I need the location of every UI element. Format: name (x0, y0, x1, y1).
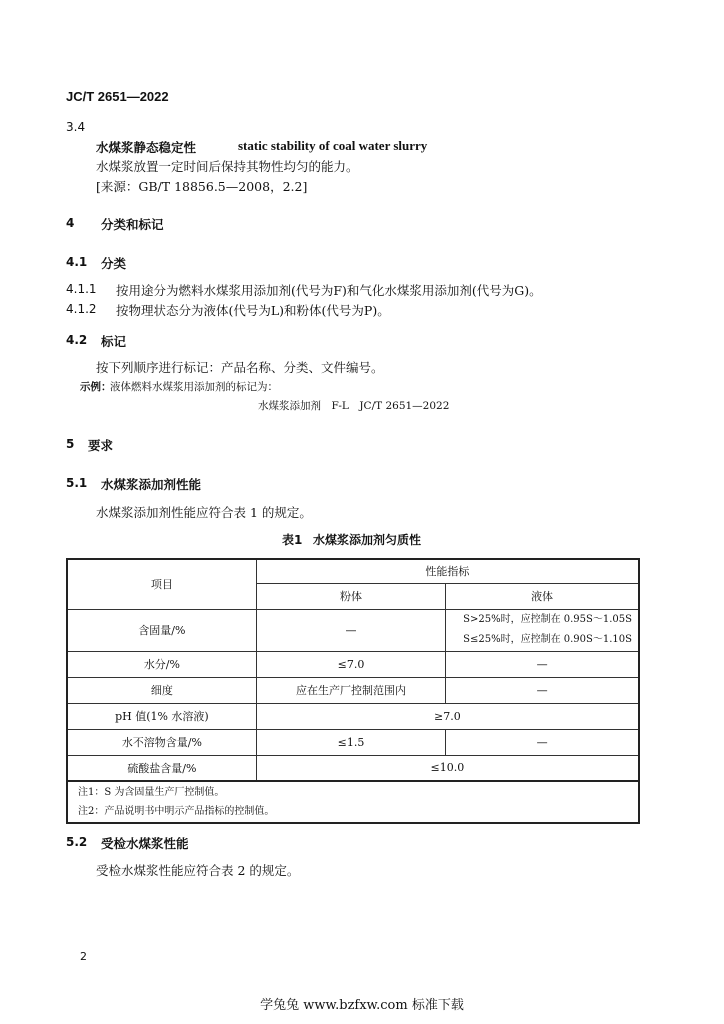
table-row (67, 729, 639, 755)
standard-code-header: JC/T 2651—2022 (66, 89, 169, 104)
section-5-2-number: 5.2 (66, 835, 88, 849)
section-4-2-number: 4.2 (66, 333, 88, 347)
table-1-caption-title: 水煤浆添加剂匀质性 (313, 533, 422, 547)
section-5-number: 5 (66, 437, 75, 451)
table-row (67, 609, 639, 651)
header-performance: 性能指标 (256, 559, 639, 583)
page-number: 2 (80, 950, 87, 963)
table-header-row (67, 559, 639, 583)
section-5-1-text: 水煤浆添加剂性能应符合表 1 的规定。 (96, 505, 312, 520)
section-5-2-text: 受检水煤浆性能应符合表 2 的规定。 (96, 863, 300, 878)
row-solid-item: 含固量/% (67, 609, 256, 651)
header-liquid: 液体 (446, 583, 639, 609)
table-note-2: 注2：产品说明书中明示产品指标的控制值。 (78, 806, 275, 817)
section-4-number: 4 (66, 216, 75, 230)
row-sulfate-value: ≤10.0 (256, 755, 639, 781)
row-solid-liquid (446, 609, 639, 651)
table-1 (66, 558, 640, 824)
example-text: 液体燃料水煤浆用添加剂的标记为： (110, 381, 278, 393)
table-row (67, 651, 639, 677)
term-en: static stability of coal water slurry (238, 138, 428, 153)
marking-instruction: 按下列顺序进行标记：产品名称、分类、文件编号。 (96, 360, 384, 375)
section-5-1-title: 水煤浆添加剂性能 (101, 477, 202, 492)
table-notes (67, 781, 639, 823)
table-note-1: 注1：S 为含固量生产厂控制值。 (78, 787, 225, 798)
clause-3-4-number: 3.4 (66, 120, 86, 134)
clause-4-1-2-number: 4.1.2 (66, 302, 97, 316)
header-item: 项目 (67, 559, 256, 609)
footer-site-text: 学兔兔 www.bzfxw.com 标准下载 (260, 998, 464, 1013)
example-mark: 水煤浆添加剂 F-L JC/T 2651—2022 (258, 400, 450, 412)
row-water-powder: ≤7.0 (256, 651, 445, 677)
clause-4-1-1-number: 4.1.1 (66, 282, 97, 296)
example-label: 示例： (80, 381, 112, 393)
row-ph-item: pH 值(1% 水溶液) (67, 703, 256, 729)
row-water-liquid: — (446, 651, 639, 677)
term-definition: 水煤浆放置一定时间后保持其物性均匀的能力。 (96, 159, 359, 174)
table-row (67, 703, 639, 729)
row-solid-liquid-line-1: S>25%时，应控制在 0.95S～1.05S (463, 614, 632, 625)
term-source: [来源：GB/T 18856.5—2008，2.2] (96, 179, 308, 194)
section-4-1-number: 4.1 (66, 255, 88, 269)
section-5-1-number: 5.1 (66, 476, 88, 490)
clause-4-1-2-text: 按物理状态分为液体(代号为L)和粉体(代号为P)。 (116, 303, 390, 318)
row-fineness-item: 细度 (67, 677, 256, 703)
row-fineness-liquid: — (446, 677, 639, 703)
term-cn: 水煤浆静态稳定性 (96, 140, 197, 155)
row-sulfate-item: 硫酸盐含量/% (67, 755, 256, 781)
row-solid-liquid-line-2: S≤25%时，应控制在 0.90S～1.10S (463, 634, 632, 645)
row-water-item: 水分/% (67, 651, 256, 677)
header-powder: 粉体 (256, 583, 445, 609)
row-ph-value: ≥7.0 (256, 703, 639, 729)
section-4-1-title: 分类 (101, 256, 127, 271)
table-1-caption-number: 表1 (282, 533, 303, 547)
table-row (67, 755, 639, 781)
row-fineness-powder: 应在生产厂控制范围内 (256, 677, 445, 703)
row-solid-powder: — (256, 609, 445, 651)
section-4-2-title: 标记 (101, 334, 127, 349)
section-4-title: 分类和标记 (101, 217, 164, 232)
section-5-2-title: 受检水煤浆性能 (101, 836, 189, 851)
section-5-title: 要求 (88, 438, 114, 453)
row-insoluble-liquid: — (446, 729, 639, 755)
table-row (67, 677, 639, 703)
row-insoluble-powder: ≤1.5 (256, 729, 445, 755)
row-insoluble-item: 水不溶物含量/% (67, 729, 256, 755)
clause-4-1-1-text: 按用途分为燃料水煤浆用添加剂(代号为F)和气化水煤浆用添加剂(代号为G)。 (116, 283, 542, 298)
table-notes-row (67, 781, 639, 823)
